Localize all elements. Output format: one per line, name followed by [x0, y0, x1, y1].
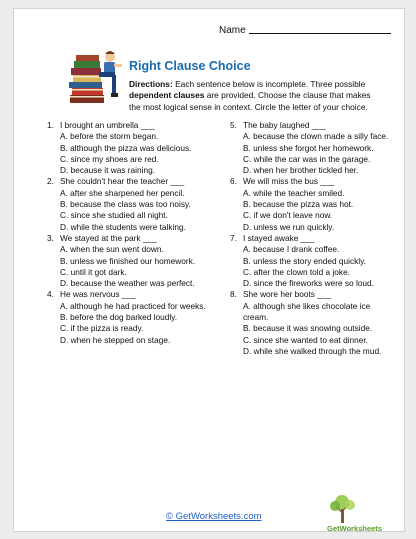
question-1: [47, 120, 213, 176]
question-number: 1.: [47, 120, 54, 130]
choice-c[interactable]: C. after the clown told a joke.: [243, 266, 350, 277]
choice-c[interactable]: C. until it got dark.: [60, 266, 127, 277]
choice-a[interactable]: A. while the teacher smiled.: [243, 187, 345, 198]
question-number: 2.: [47, 176, 54, 187]
choice-a[interactable]: A. when the sun went down.: [60, 244, 164, 255]
question-stem: He was nervous ___: [60, 289, 136, 300]
choice-b[interactable]: B. because the pizza was hot.: [243, 199, 354, 210]
worksheet-page: [13, 8, 405, 532]
directions-text-1: Each sentence below is incomplete. Three possible: [172, 79, 366, 89]
choice-a[interactable]: A. after she sharpened her pencil.: [60, 187, 185, 198]
footer-site-link[interactable]: © GetWorksheets.com: [166, 511, 262, 522]
choice-d[interactable]: D. since the fireworks were so loud.: [243, 278, 374, 289]
choice-c[interactable]: C. if the pizza is ready.: [60, 323, 144, 334]
choice-d[interactable]: D. because it was raining.: [60, 165, 156, 176]
question-number: 6.: [230, 176, 237, 187]
directions-paragraph: [129, 79, 381, 113]
question-7: [230, 233, 396, 289]
choice-d[interactable]: D. when he stepped on stage.: [60, 334, 171, 345]
question-8: [230, 289, 396, 357]
question-2: [47, 176, 213, 232]
question-stem: I stayed awake ___: [243, 232, 315, 243]
questions-left-column: [47, 120, 213, 346]
choice-a[interactable]: A. because the clown made a silly face.: [243, 131, 389, 142]
choice-b[interactable]: B. unless she forgot her homework.: [243, 142, 374, 153]
directions-bold-term: dependent clauses: [129, 90, 205, 101]
choice-a[interactable]: A. before the storm began.: [60, 131, 159, 142]
choice-d[interactable]: D. unless we run quickly.: [243, 221, 335, 232]
choice-c[interactable]: C. if we don't leave now.: [243, 210, 333, 221]
choice-d[interactable]: D. while she walked through the mud.: [243, 345, 382, 356]
worksheet-title: Right Clause Choice: [129, 59, 251, 73]
directions-text-2: are provided. Choose the clause that makes the most logical sense in context. Circle the letter of your choice.: [129, 90, 371, 112]
question-stem: We will miss the bus ___: [243, 176, 335, 187]
question-5: [230, 120, 396, 176]
name-blank-line: [249, 32, 391, 34]
question-number: 7.: [230, 232, 237, 243]
name-field: [219, 25, 391, 36]
question-4: [47, 289, 213, 345]
question-stem: We stayed at the park ___: [60, 232, 157, 243]
directions-lead: Directions:: [129, 79, 173, 89]
tree-logo-icon: [325, 493, 361, 525]
choice-a[interactable]: A. although she likes chocolate ice cream.: [243, 300, 371, 323]
choice-d[interactable]: D. while the students were talking.: [60, 221, 186, 232]
name-label: Name: [219, 25, 246, 36]
books-illustration: [68, 47, 124, 105]
question-number: 3.: [47, 232, 54, 243]
choice-c[interactable]: C. since my shoes are red.: [60, 153, 159, 164]
question-number: 8.: [230, 289, 237, 300]
choice-b[interactable]: B. unless the story ended quickly.: [243, 255, 366, 266]
question-stem: I brought an umbrella ___: [60, 120, 155, 130]
question-number: 5.: [230, 120, 237, 130]
question-stem: She wore her boots ___: [243, 289, 332, 300]
choice-c[interactable]: C. since she studied all night.: [60, 210, 168, 221]
choice-d[interactable]: D. when her brother tickled her.: [243, 165, 359, 176]
choice-a[interactable]: A. although he had practiced for weeks.: [60, 300, 206, 311]
question-3: [47, 233, 213, 289]
choice-d[interactable]: D. because the weather was perfect.: [60, 278, 195, 289]
choice-b[interactable]: B. unless we finished our homework.: [60, 255, 196, 266]
choice-b[interactable]: B. because it was snowing outside.: [243, 323, 373, 334]
logo-wordmark: GetWorksheets: [327, 524, 382, 533]
choice-b[interactable]: B. before the dog barked loudly.: [60, 312, 178, 323]
choice-c[interactable]: C. since she wanted to eat dinner.: [243, 334, 368, 345]
choice-b[interactable]: B. because the class was too noisy.: [60, 199, 191, 210]
choice-c[interactable]: C. while the car was in the garage.: [243, 153, 371, 164]
choice-b[interactable]: B. although the pizza was delicious.: [60, 142, 192, 153]
questions-right-column: [230, 120, 396, 357]
choice-a[interactable]: A. because I drank coffee.: [243, 244, 340, 255]
question-stem: The baby laughed ___: [243, 120, 326, 130]
question-6: [230, 176, 396, 232]
question-stem: She couldn't hear the teacher ___: [60, 176, 185, 187]
question-number: 4.: [47, 289, 54, 300]
